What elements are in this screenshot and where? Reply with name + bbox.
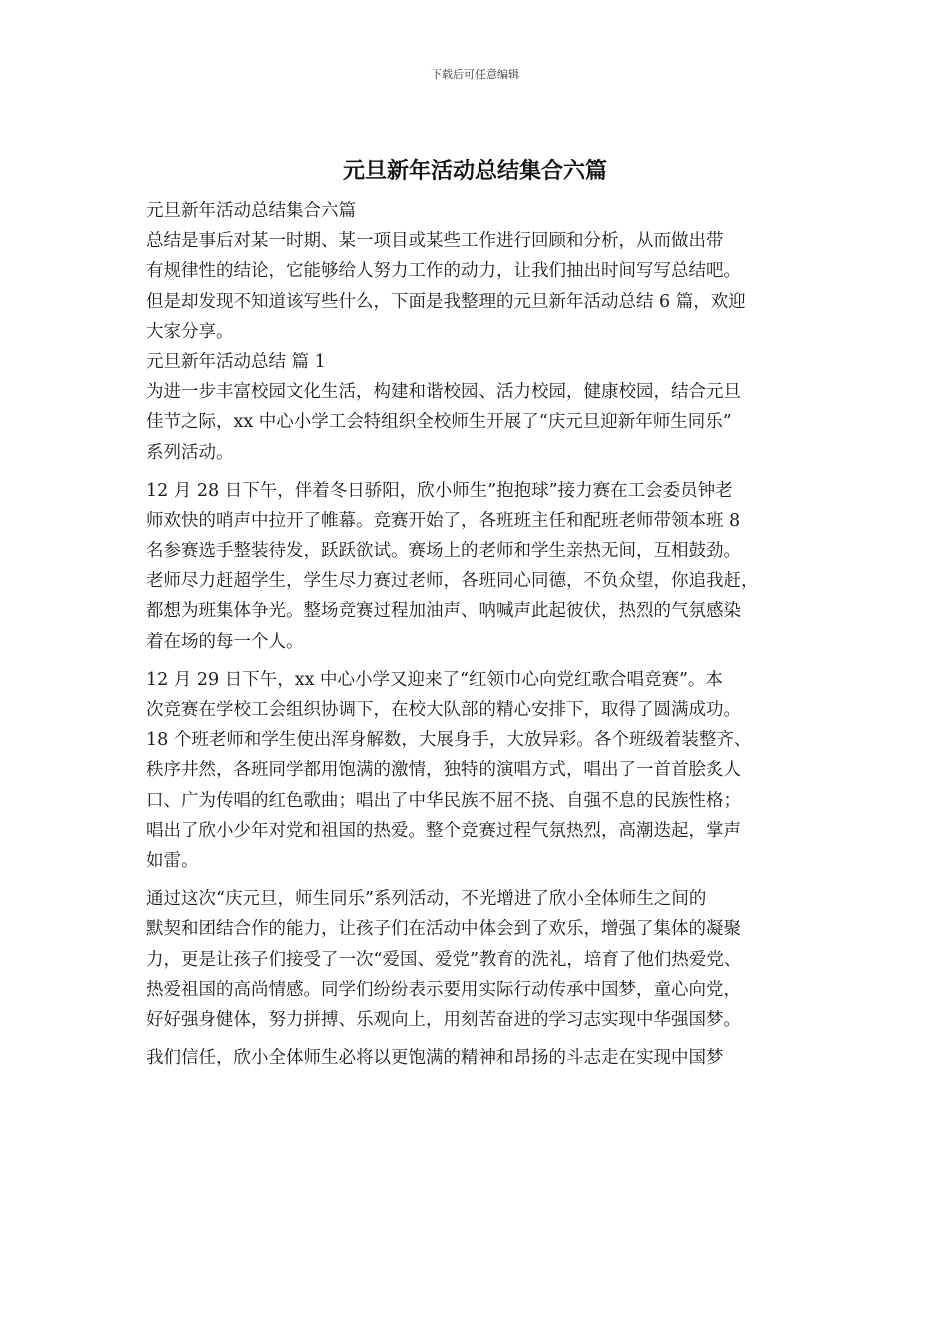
text-line: 口、广为传唱的红色歌曲；唱出了中华民族不屈不挠、自强不息的民族性格；	[146, 790, 741, 811]
text-line: 热爱祖国的高尚情感。同学们纷纷表示要用实际行动传承中国梦，童心向党，	[146, 979, 741, 1000]
document-title: 元旦新年活动总结集合六篇	[342, 158, 607, 184]
text-line: 秩序井然，各班同学都用饱满的激情，独特的演唱方式，唱出了一首首脍炙人	[146, 760, 741, 781]
text-line: 师欢快的哨声中拉开了帷幕。竞赛开始了，各班班主任和配班老师带领本班 8	[146, 510, 741, 531]
text-line: 默契和团结合作的能力，让孩子们在活动中体会到了欢乐，增强了集体的凝聚	[146, 919, 741, 940]
paragraph	[146, 226, 806, 347]
paragraph-gap	[146, 876, 806, 884]
text-line: 都想为班集体争光。整场竞赛过程加油声、呐喊声此起彼伏，热烈的气氛感染	[146, 601, 741, 622]
text-line: 元旦新年活动总结集合六篇	[146, 201, 356, 221]
document-body	[146, 196, 806, 1073]
text-line: 如雷。	[146, 850, 199, 871]
text-line: 老师尽力赶超学生，学生尽力赛过老师，各班同心同德，不负众望，你追我赶，	[146, 571, 759, 592]
text-line: 我们信任，欣小全体师生必将以更饱满的精神和昂扬的斗志走在实现中国梦	[146, 1048, 724, 1069]
paragraph	[146, 1043, 806, 1073]
paragraph	[146, 347, 806, 377]
text-line: 为进一步丰富校园文化生活，构建和谐校园、活力校园，健康校园，结合元旦	[146, 382, 741, 403]
text-line: 好好强身健体，努力拼搏、乐观向上，用刻苦奋进的学习志实现中华强国梦。	[146, 1009, 741, 1030]
text-line: 名参赛选手整装待发，跃跃欲试。赛场上的老师和学生亲热无间，互相鼓劲。	[146, 541, 741, 562]
text-line: 大家分享。	[146, 321, 234, 342]
paragraph	[146, 884, 806, 1035]
text-line: 力，更是让孩子们接受了一次“爱国、爱党”教育的洗礼，培育了他们热爱党、	[146, 949, 742, 970]
text-line: 18 个班老师和学生使出浑身解数，大展身手，大放异彩。各个班级着装整齐、	[146, 730, 752, 751]
text-line: 次竞赛在学校工会组织协调下，在校大队部的精心安排下，取得了圆满成功。	[146, 700, 741, 720]
text-line: 总结是事后对某一时期、某一项目或某些工作进行回顾和分析，从而做出带	[146, 231, 724, 252]
paragraph-gap	[146, 657, 806, 665]
text-line: 系列活动。	[146, 442, 234, 463]
paragraph-gap	[146, 468, 806, 476]
text-line: 但是却发现不知道该写些什么，下面是我整理的元旦新年活动总结 6 篇，欢迎	[146, 291, 746, 312]
paragraph	[146, 665, 806, 876]
text-line: 12 月 28 日下午，伴着冬日骄阳，欣小师生”抱抱球”接力赛在工会委员钟老	[146, 480, 733, 501]
text-line: 唱出了欣小少年对党和祖国的热爱。整个竞赛过程气氛热烈，高潮迭起，掌声	[146, 820, 741, 841]
text-line: 元旦新年活动总结 篇 1	[146, 351, 326, 372]
text-line: 佳节之际，xx 中心小学工会特组织全校师生开展了“庆元旦迎新年师生同乐”	[146, 412, 732, 433]
paragraph	[146, 196, 806, 226]
paragraph	[146, 476, 806, 657]
paragraph	[146, 377, 806, 468]
text-line: 有规律性的结论，它能够给人努力工作的动力，让我们抽出时间写写总结吧。	[146, 261, 741, 282]
text-line: 12 月 29 日下午，xx 中心小学又迎来了“红领巾心向党红歌合唱竞赛”。本	[146, 669, 723, 690]
text-line: 着在场的每一个人。	[146, 631, 304, 652]
text-line: 通过这次“庆元旦，师生同乐”系列活动，不光增进了欣小全体师生之间的	[146, 889, 707, 910]
page-header-note: 下载后可任意编辑	[431, 68, 519, 81]
paragraph-gap	[146, 1035, 806, 1043]
